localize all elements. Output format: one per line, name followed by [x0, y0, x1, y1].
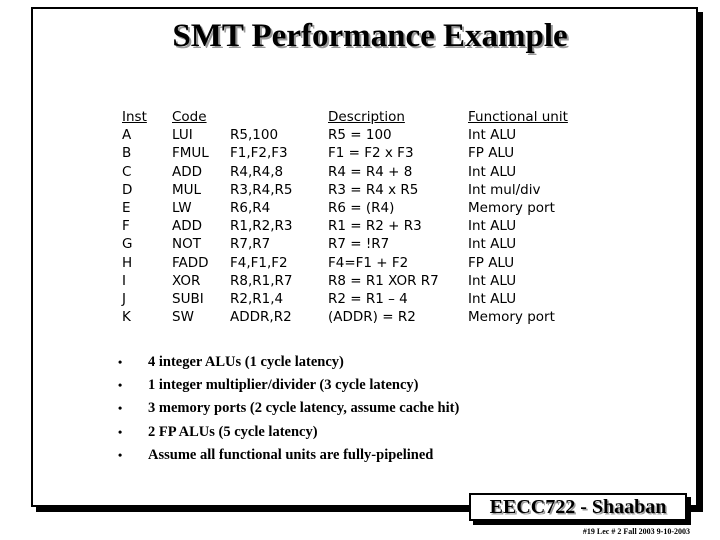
note-text: 1 integer multiplier/divider (3 cycle latency) [148, 377, 419, 394]
cell-code: SUBI [172, 291, 204, 308]
header-functional-unit: Functional unit [468, 109, 568, 125]
cell-functional-unit: Memory port [468, 200, 555, 217]
table-row [118, 290, 598, 308]
cell-description: R3 = R4 x R5 [328, 181, 419, 198]
note-item [112, 422, 459, 445]
lecture-meta: #19 Lec # 2 Fall 2003 9-10-2003 [582, 527, 690, 536]
cell-functional-unit: Int ALU [468, 236, 517, 253]
table-row [118, 199, 598, 217]
cell-functional-unit: Int mul/div [468, 181, 541, 198]
cell-description: F1 = F2 x F3 [328, 145, 414, 162]
cell-inst: G [122, 236, 133, 253]
cell-code: ADD [172, 163, 203, 180]
cell-inst: E [122, 200, 131, 217]
cell-description: F4=F1 + F2 [328, 254, 409, 271]
bullet-icon: • [118, 378, 123, 393]
instruction-table [118, 108, 598, 326]
cell-functional-unit: Memory port [468, 309, 555, 326]
note-text: 4 integer ALUs (1 cycle latency) [148, 354, 344, 370]
cell-operands: R4,R4,8 [230, 163, 284, 180]
cell-description: R5 = 100 [328, 127, 392, 144]
table-row [118, 254, 598, 272]
note-item [112, 375, 459, 398]
cell-code: FADD [172, 254, 209, 271]
table-body [118, 126, 598, 326]
cell-operands: F1,F2,F3 [230, 145, 288, 162]
cell-description: R7 = !R7 [328, 236, 390, 253]
cell-inst: D [122, 181, 133, 198]
cell-inst: J [122, 291, 126, 308]
header-operands [230, 108, 328, 126]
header-code: Code [172, 109, 207, 125]
cell-code: ADD [172, 218, 203, 235]
table-row [118, 217, 598, 235]
cell-description: R6 = (R4) [328, 200, 395, 217]
cell-description: R4 = R4 + 8 [328, 163, 413, 180]
header-description: Description [328, 109, 405, 125]
cell-code: SW [172, 309, 194, 326]
cell-operands: F4,F1,F2 [230, 254, 288, 271]
cell-code: LUI [172, 127, 193, 144]
cell-functional-unit: Int ALU [468, 163, 517, 180]
cell-functional-unit: FP ALU [468, 145, 515, 162]
cell-description: R1 = R2 + R3 [328, 218, 422, 235]
notes-list [112, 352, 459, 468]
cell-operands: R5,100 [230, 127, 279, 144]
course-badge [469, 493, 687, 521]
header-inst: Inst [122, 109, 147, 125]
table-row [118, 308, 598, 326]
cell-operands: ADDR,R2 [230, 309, 292, 326]
note-text: 2 FP ALUs (5 cycle latency) [148, 423, 318, 440]
table-row [118, 163, 598, 181]
table-row [118, 181, 598, 199]
cell-functional-unit: FP ALU [468, 254, 515, 271]
table-row [118, 272, 598, 290]
cell-inst: C [122, 163, 132, 180]
course-label: EECC722 - Shaaban [489, 496, 667, 518]
table-header-row [118, 108, 598, 126]
table-row [118, 144, 598, 162]
cell-code: NOT [172, 236, 201, 253]
slide-title: SMT Performance Example [172, 18, 568, 54]
note-item [112, 445, 459, 468]
cell-functional-unit: Int ALU [468, 127, 517, 144]
cell-inst: A [122, 127, 132, 144]
note-text: 3 memory ports (2 cycle latency, assume cache hit) [148, 400, 460, 417]
cell-operands: R8,R1,R7 [230, 272, 293, 289]
bullet-icon: • [118, 424, 123, 439]
cell-inst: B [122, 145, 132, 162]
cell-operands: R3,R4,R5 [230, 181, 293, 198]
cell-code: MUL [172, 181, 202, 198]
cell-code: LW [172, 200, 192, 217]
cell-inst: K [122, 309, 131, 326]
cell-description: R8 = R1 XOR R7 [328, 272, 439, 289]
note-item [112, 398, 459, 421]
cell-functional-unit: Int ALU [468, 291, 517, 308]
cell-inst: H [122, 254, 133, 271]
cell-functional-unit: Int ALU [468, 218, 517, 235]
cell-functional-unit: Int ALU [468, 272, 517, 289]
cell-inst: I [122, 272, 126, 289]
cell-description: R2 = R1 – 4 [328, 291, 408, 308]
note-item [112, 352, 459, 375]
note-text: Assume all functional units are fully-pipelined [148, 446, 434, 463]
table-row [118, 126, 598, 144]
cell-operands: R2,R1,4 [230, 291, 284, 308]
cell-inst: F [122, 218, 130, 235]
cell-operands: R7,R7 [230, 236, 271, 253]
cell-operands: R1,R2,R3 [230, 218, 293, 235]
table-row [118, 235, 598, 253]
bullet-icon: • [118, 401, 123, 416]
cell-code: XOR [172, 272, 201, 289]
cell-code: FMUL [172, 145, 209, 162]
cell-operands: R6,R4 [230, 200, 271, 217]
border-shadow-right [698, 12, 703, 512]
bullet-icon: • [118, 355, 123, 369]
bullet-icon: • [118, 447, 123, 462]
cell-description: (ADDR) = R2 [328, 309, 416, 326]
